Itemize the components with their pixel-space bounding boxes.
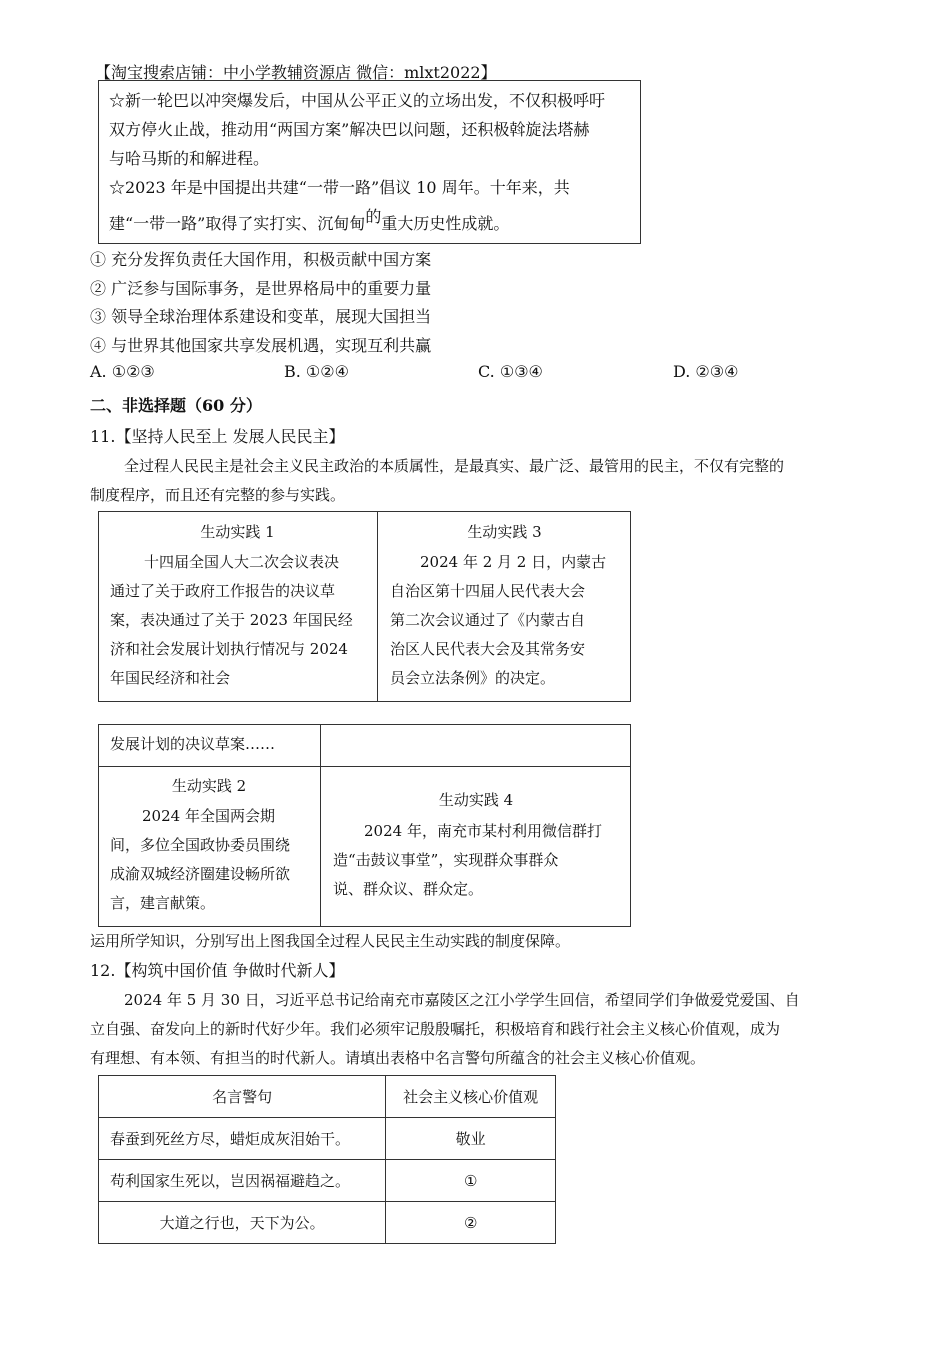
table-row bbox=[99, 1160, 556, 1202]
q11-intro-line-2: 制度程序，而且还有完整的参与实践。 bbox=[90, 486, 346, 504]
practice-2-line-1: 2024 年全国两会期 bbox=[142, 807, 275, 825]
table-row bbox=[99, 1118, 556, 1160]
option-a: A. ①②③ bbox=[90, 362, 155, 381]
material-line-4: ☆2023 年是中国提出共建“一带一路”倡议 10 周年。十年来，共 bbox=[109, 178, 570, 197]
option-b: B. ①②④ bbox=[284, 362, 349, 381]
material-line-3: 与哈马斯的和解进程。 bbox=[109, 149, 270, 168]
q11-title: 11.【坚持人民至上 发展人民民主】 bbox=[90, 427, 345, 446]
material-line-5-part-a: 建“一带一路”取得了实打实、沉甸甸 bbox=[109, 214, 366, 233]
option-d: D. ②③④ bbox=[673, 362, 739, 381]
q12-row-3-value: ② bbox=[386, 1202, 556, 1244]
q12-row-1-quote: 春蚕到死丝方尽，蜡炬成灰泪始干。 bbox=[99, 1118, 386, 1160]
practice-3-line-4: 治区人民代表大会及其常务安 bbox=[390, 640, 586, 658]
practice-3-line-3: 第二次会议通过了《内蒙古自 bbox=[390, 611, 586, 629]
q11-table-bottom-divider-h bbox=[98, 766, 631, 767]
practice-1-title: 生动实践 1 bbox=[200, 523, 275, 541]
q12-row-1-value: 敬业 bbox=[386, 1118, 556, 1160]
material-line-5 bbox=[109, 207, 510, 234]
practice-2-line-2: 间，多位全国政协委员围绕 bbox=[110, 836, 291, 854]
practice-1-line-1: 十四届全国人大二次会议表决 bbox=[144, 553, 340, 571]
q11-table-bottom-divider-v bbox=[320, 724, 321, 927]
statement-1: ① 充分发挥负责任大国作用，积极贡献中国方案 bbox=[90, 250, 432, 269]
practice-3-line-5: 员会立法条例》的决定。 bbox=[390, 669, 556, 687]
q12-row-2-quote: 苟利国家生死以，岂因祸福避趋之。 bbox=[99, 1160, 386, 1202]
practice-2-line-3: 成渝双城经济圈建设畅所欲 bbox=[110, 865, 291, 883]
practice-4-line-2: 造“击鼓议事堂”，实现群众事群众 bbox=[333, 851, 559, 869]
q12-intro-line-3: 有理想、有本领、有担当的时代新人。请填出表格中名言警句所蕴含的社会主义核心价值观。 bbox=[90, 1049, 706, 1067]
table-row bbox=[99, 1202, 556, 1244]
material-line-1: ☆新一轮巴以冲突爆发后，中国从公平正义的立场出发，不仅积极呼吁 bbox=[109, 91, 606, 110]
statement-4: ④ 与世界其他国家共享发展机遇，实现互利共赢 bbox=[90, 336, 432, 355]
practice-2-line-4: 言，建言献策。 bbox=[110, 894, 216, 912]
practice-3-title: 生动实践 3 bbox=[467, 523, 542, 541]
practice-1-line-4: 济和社会发展计划执行情况与 2024 bbox=[110, 640, 348, 658]
section-title: 二、非选择题（60 分） bbox=[90, 396, 262, 415]
q12-values-table bbox=[98, 1075, 556, 1244]
q12-row-3-quote: 大道之行也，天下为公。 bbox=[99, 1202, 386, 1244]
q12-table-header-row bbox=[99, 1076, 556, 1118]
header-ad-text: 【淘宝搜索店铺：中小学教辅资源店 微信：mlxt2022】 bbox=[95, 63, 497, 82]
q12-intro-line-1: 2024 年 5 月 30 日，习近平总书记给南充市嘉陵区之江小学学生回信，希望同学们争做爱党爱国、自 bbox=[124, 991, 800, 1009]
practice-1-line-3: 案，表决通过了关于 2023 年国民经 bbox=[110, 611, 353, 629]
material-line-5-part-b: 的 bbox=[365, 207, 382, 226]
material-line-2: 双方停火止战，推动用“两国方案”解决巴以问题，还积极斡旋法塔赫 bbox=[109, 120, 590, 139]
practice-2-title: 生动实践 2 bbox=[171, 777, 247, 795]
material-line-5-part-c: 重大历史性成就。 bbox=[381, 214, 510, 233]
option-c: C. ①③④ bbox=[478, 362, 543, 381]
q12-row-2-value: ① bbox=[386, 1160, 556, 1202]
practice-1-line-5: 年国民经济和社会 bbox=[110, 669, 231, 687]
practice-1-continuation: 发展计划的决议草案…… bbox=[110, 735, 276, 753]
q12-intro-line-2: 立自强、奋发向上的新时代好少年。我们必须牢记殷殷嘱托，积极培育和践行社会主义核心价值观，成为 bbox=[90, 1020, 781, 1038]
q12-header-quote: 名言警句 bbox=[99, 1076, 386, 1118]
practice-4-line-1: 2024 年，南充市某村利用微信群打 bbox=[364, 822, 602, 840]
q12-header-value: 社会主义核心价值观 bbox=[386, 1076, 556, 1118]
q11-intro-line-1: 全过程人民民主是社会主义民主政治的本质属性，是最真实、最广泛、最管用的民主，不仅有完整的 bbox=[124, 457, 785, 475]
practice-4-line-3: 说、群众议、群众定。 bbox=[333, 880, 484, 898]
practice-3-line-1: 2024 年 2 月 2 日，内蒙古 bbox=[420, 553, 607, 571]
statement-2: ② 广泛参与国际事务，是世界格局中的重要力量 bbox=[90, 279, 432, 298]
practice-3-line-2: 自治区第十四届人民代表大会 bbox=[390, 582, 586, 600]
statement-3: ③ 领导全球治理体系建设和变革，展现大国担当 bbox=[90, 307, 432, 326]
q11-question: 运用所学知识，分别写出上图我国全过程人民民主生动实践的制度保障。 bbox=[90, 932, 571, 950]
practice-1-line-2: 通过了关于政府工作报告的决议草 bbox=[110, 582, 336, 600]
practice-4-title: 生动实践 4 bbox=[438, 791, 514, 809]
q12-title: 12.【构筑中国价值 争做时代新人】 bbox=[90, 961, 345, 980]
